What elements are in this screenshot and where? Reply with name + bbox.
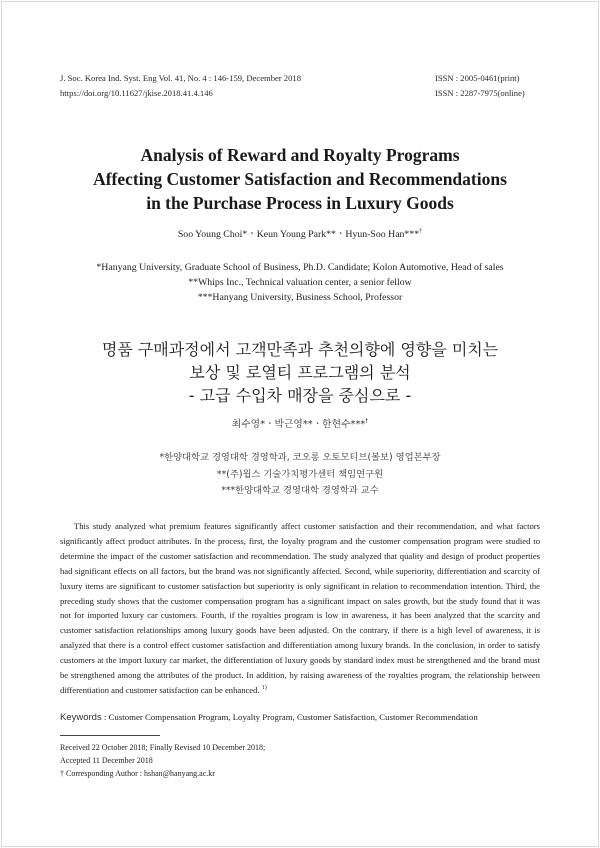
corresponding-author: † Corresponding Author : hshan@hanyang.ac.kr — [60, 769, 215, 778]
abstract-footnote-mark: 1) — [261, 685, 267, 692]
corresponding-mark-ko: † — [365, 417, 369, 425]
korean-title — [0, 338, 600, 407]
corresponding-mark: † — [419, 228, 423, 235]
english-affiliation: **Whips Inc., Technical valuation center, a senior fellow — [188, 277, 412, 288]
footnote-divider — [60, 735, 160, 736]
issn-print: ISSN : 2005-0461(print) — [435, 73, 520, 83]
english-title-line: Affecting Customer Satisfaction and Recommendations — [93, 169, 507, 189]
received-date: Received 22 October 2018; Finally Revised 10 December 2018; — [60, 743, 266, 752]
journal-citation: J. Soc. Korea Ind. Syst. Eng Vol. 41, No. 4 : 146-159, December 2018 — [60, 73, 301, 83]
korean-author-names: 최수영*ㆍ박근영**ㆍ한현수*** — [231, 419, 366, 430]
english-affiliations — [0, 260, 600, 305]
english-author-names: Soo Young Choi*ㆍKeun Young Park**ㆍHyun-Soo Han*** — [177, 229, 420, 240]
doi-link[interactable]: https://doi.org/10.11627/jkise.2018.41.4.146 — [60, 88, 213, 98]
english-title-line: Analysis of Reward and Royalty Programs — [140, 145, 460, 165]
korean-authors — [0, 416, 600, 430]
korean-affiliation: ***한양대학교 경영대학 경영학과 교수 — [221, 485, 379, 496]
accepted-date: Accepted 11 December 2018 — [60, 756, 153, 765]
issn-online: ISSN : 2287-7975(online) — [435, 88, 525, 98]
korean-title-line: 보상 및 로열티 프로그램의 분석 — [189, 363, 411, 382]
korean-affiliations — [0, 450, 600, 500]
korean-affiliation: **(주)윕스 기술가치평가센터 책임연구원 — [216, 468, 384, 480]
journal-header-right — [435, 71, 525, 101]
english-authors — [0, 226, 600, 240]
english-affiliation: *Hanyang University, Graduate School of Business, Ph.D. Candidate; Kolon Automotive, Head of sales — [96, 262, 504, 273]
abstract-text: This study analyzed what premium features significantly affect customer satisfaction and their recommendation, and what factors significantly affect product attributes. In the process, first, the loyalty program and the customer compensation program were studied to determine the impact of the customer satisfaction and recommendation. The study analyzed that quality and design of product properties had significant effects on all factors, but the brand was not significantly affected. Second, while superiority, differentiation and scarcity of luxury items are significant to customer satisfaction but superiority is only significant in relation to recommendation intention. Third, the preceding study shows that the customer compensation program has a significant impact on sales growth, but the study found that it was not for imported luxury car customers. Fourth, if the royalties program is low in awareness, it has been analyzed that the scarcity and customer satisfaction relationships among luxury goods have been adjusted. On the contrary, if there is a high level of awareness, it is analyzed that there is a control effect customer satisfaction and differentiation among luxury brands. In the conclusion, in order to satisfy customers at the import luxury car market, the differentiation of luxury goods by standard index must be strengthened and the brand must be strengthened among the attributes of the product. In addition, by raising awareness of the royalties program, the relationship between differentiation and customer satisfaction can be enhanced. — [60, 521, 540, 695]
footnotes — [60, 741, 265, 780]
keywords — [60, 712, 540, 723]
korean-title-line: 명품 구매과정에서 고객만족과 추천의향에 영향을 미치는 — [101, 340, 499, 359]
english-title — [0, 143, 600, 215]
journal-header-left — [60, 71, 301, 101]
abstract — [60, 519, 540, 698]
keywords-label: Keywords — [60, 712, 102, 723]
korean-affiliation: *한양대학교 경영대학 경영학과, 코오롱 오토모티브(볼보) 영업본부장 — [159, 452, 441, 463]
korean-subtitle: - 고급 수입차 매장을 중심으로 - — [188, 386, 412, 405]
english-title-line: in the Purchase Process in Luxury Goods — [146, 193, 454, 213]
keywords-list: : Customer Compensation Program, Loyalty Program, Customer Satisfaction, Customer Recommendation — [103, 712, 478, 722]
english-affiliation: ***Hanyang University, Business School, Professor — [197, 292, 403, 303]
